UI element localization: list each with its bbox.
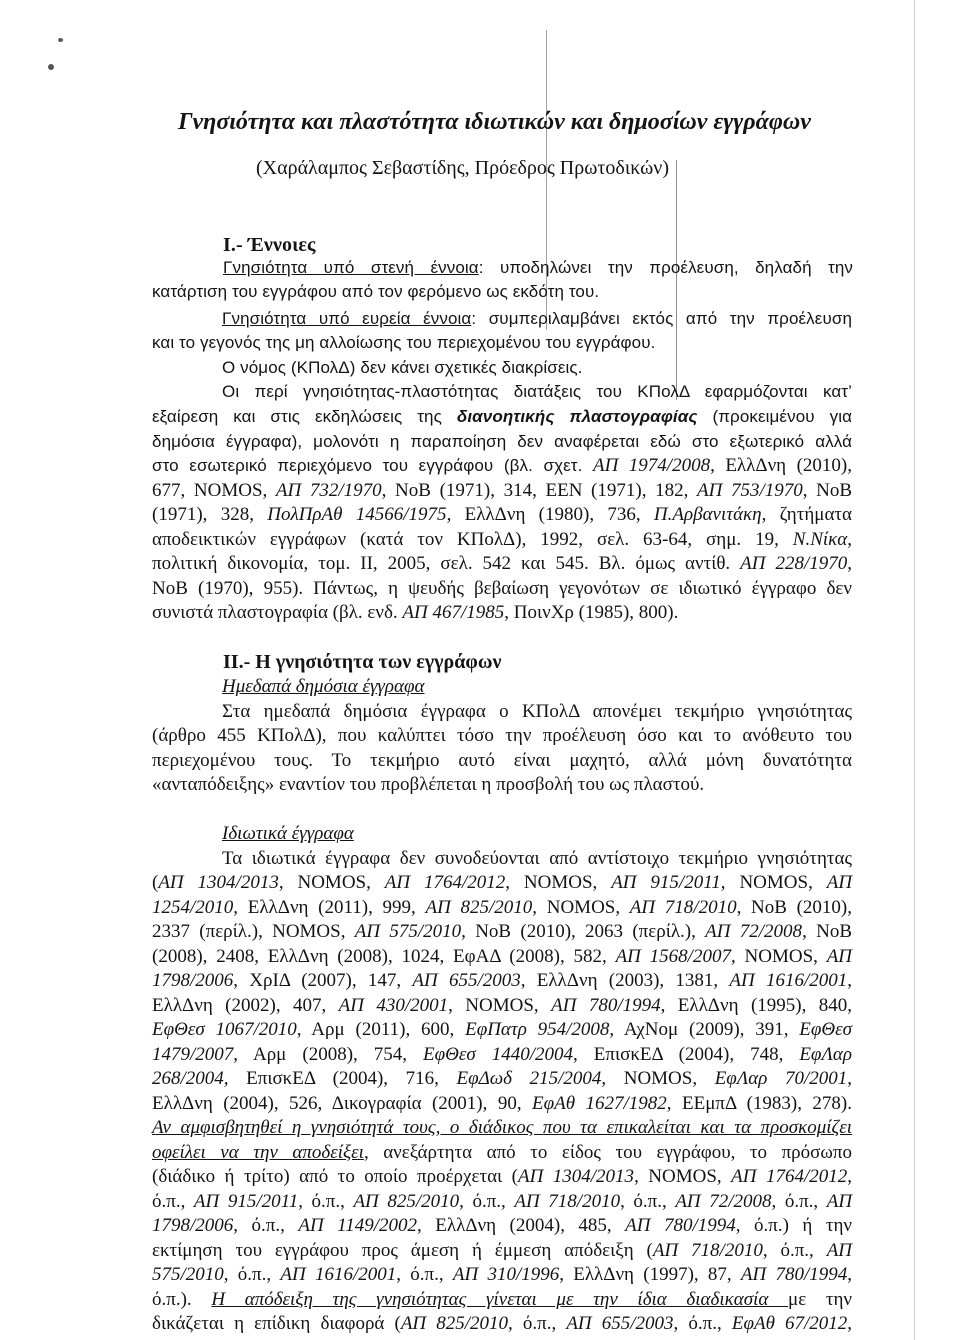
paragraph-line <box>152 1043 852 1067</box>
text-span: , ό.π., <box>620 1191 676 1212</box>
paragraph-line <box>152 1214 852 1238</box>
citation-span: ΑΠ 780/1994 <box>551 995 661 1016</box>
citation-span: ΑΠ 655/2003 <box>566 1313 674 1334</box>
text-span: εξαίρεση και στις εκδηλώσεις της <box>152 407 457 426</box>
citation-span: ΑΠ 228/1970 <box>740 553 848 574</box>
citation-span: 1798/2006 <box>152 1215 234 1236</box>
citation-span: Π.Αρβανιτάκη <box>653 504 762 525</box>
citation-span: ΑΠ 575/2010 <box>354 921 462 942</box>
text-span: , ό.π., <box>459 1191 515 1212</box>
paragraph-line <box>152 1067 852 1091</box>
text-span: 677, NOMOS, <box>152 480 276 501</box>
paragraph-line <box>152 479 852 503</box>
scan-artifact-speck <box>48 64 54 70</box>
text-span: εκτίμηση του εγγράφου προς άμεση ή έμμεση απόδειξη ( <box>152 1240 653 1261</box>
citation-span: ΕφΑθ 67/2012 <box>731 1313 848 1334</box>
text-span: , ΧρΙΔ (2007), 147, <box>233 970 413 991</box>
text-span: , <box>847 1264 853 1285</box>
text-span: , NOMOS, <box>448 995 552 1016</box>
paragraph-line: κατάρτιση του εγγράφου από τον φερόμενο ως εκδότη του. <box>152 282 600 301</box>
text-span: , ΝοΒ <box>802 480 853 501</box>
paragraph-line <box>152 528 852 552</box>
text-span: , ΕλλΔνη (1997), 87, <box>559 1264 741 1285</box>
paragraph-line <box>152 945 852 969</box>
text-span: , ΕΕμπΔ (1983), 278). <box>666 1093 852 1114</box>
citation-span: ΑΠ 1616/2001 <box>729 970 848 991</box>
paragraph-line <box>152 1092 852 1116</box>
term-narrow: Γνησιότητα υπό στενή έννοια <box>223 258 479 277</box>
citation-span: ΑΠ 72/2008 <box>675 1191 772 1212</box>
text-span: , ΕλλΔνη (1995), 840, <box>660 995 852 1016</box>
text-span: , ΠοινΧρ (1985), 800). <box>504 602 679 623</box>
text-span: με την <box>788 1289 853 1310</box>
text-span: (διάδικο ή τρίτο) από το οποίο προέρχεται ( <box>152 1166 518 1187</box>
paragraph-line <box>152 1116 852 1140</box>
citation-span: ΕφΛαρ <box>799 1044 853 1065</box>
citation-span: ΑΠ 310/1996 <box>452 1264 560 1285</box>
section-heading: Ι.- Έννοιες <box>223 234 316 256</box>
paragraph-line <box>152 503 852 527</box>
text-span: δικάζεται η επίδικη διαφορά ( <box>152 1313 401 1334</box>
paragraph-line: και το γεγονός της μη αλλοίωσης του περιεχομένου του εγγράφου. <box>152 333 656 352</box>
citation-span: ΑΠ 915/2011 <box>611 872 721 893</box>
paragraph-line: Ο νόμος (ΚΠολΔ) δεν κάνει σχετικές διακρίσεις. <box>222 358 583 377</box>
text-span: , NOMOS, <box>532 897 630 918</box>
paragraph-line <box>152 994 852 1018</box>
citation-span: ΑΠ 1616/2001 <box>280 1264 397 1285</box>
citation-span: ΕφΘεσ 1067/2010 <box>152 1019 297 1040</box>
paragraph-line <box>152 1263 852 1287</box>
citation-span: ΑΠ 753/1970 <box>696 480 803 501</box>
text-span: ΕλλΔνη (2004), 526, Δικογραφία (2001), 90, <box>152 1093 533 1114</box>
emphasis-span: Η απόδειξη της γνησιότητας γίνεται με την ίδια διαδικασία <box>211 1289 789 1310</box>
text-span: , NOMOS, <box>720 872 827 893</box>
text-span: (2008), 2408, ΕλλΔνη (2008), 1024, ΕφΑΔ (2008), 582, <box>152 946 616 967</box>
text-span: , ΕπισκΕΔ (2004), 716, <box>223 1068 457 1089</box>
citation-span: ΑΠ 732/1970 <box>275 480 382 501</box>
citation-span: ΑΠ 1304/2013 <box>158 872 279 893</box>
paragraph-line <box>152 969 852 993</box>
paragraph-line <box>222 307 852 331</box>
citation-span: 1479/2007 <box>152 1044 234 1065</box>
text-span: , ό.π., <box>673 1313 732 1334</box>
citation-span: Ν.Νίκα <box>792 529 848 550</box>
text-span: ό.π., <box>152 1191 194 1212</box>
text-span: , NOMOS, <box>730 946 827 967</box>
citation-span: ΑΠ 72/2008 <box>705 921 803 942</box>
text-span: , ΝοΒ <box>802 921 852 942</box>
text-span: , <box>847 970 853 991</box>
paragraph-line: (άρθρο 455 ΚΠολΔ), που καλύπτει τόσο την προέλευση όσο και το ανόθευτο του <box>152 725 852 746</box>
text-span: , ΑχΝομ (2009), 391, <box>609 1019 800 1040</box>
text-span: , ΕλλΔνη (2003), 1381, <box>520 970 730 991</box>
citation-span: ΑΠ <box>826 946 853 967</box>
citation-span: ΑΠ 1764/2012 <box>731 1166 848 1187</box>
text-span: , Αρμ (2008), 754, <box>233 1044 424 1065</box>
citation-span: ΕφΘεσ <box>799 1019 852 1040</box>
text-span: ΕλλΔνη (2002), 407, <box>152 995 339 1016</box>
citation-span: ΕφΛαρ 70/2001 <box>714 1068 848 1089</box>
text-span: (προκειμένου για <box>697 407 853 426</box>
text-span: , ό.π., <box>396 1264 453 1285</box>
paragraph-line <box>152 552 852 576</box>
paragraph-line <box>152 1141 852 1165</box>
emphasis-span: οφείλει να την αποδείξει <box>152 1142 364 1163</box>
text-span: , ό.π., <box>508 1313 567 1334</box>
citation-span: ΑΠ 655/2003 <box>412 970 521 991</box>
paragraph-line: Τα ιδιωτικά έγγραφα δεν συνοδεύονται από αντίστοιχο τεκμήριο γνησιότητας <box>222 848 852 869</box>
citation-span: 1254/2010 <box>152 897 234 918</box>
citation-span: ΑΠ 1568/2007 <box>615 946 731 967</box>
citation-span: ΑΠ 780/1994 <box>625 1215 736 1236</box>
paragraph-line <box>152 1018 852 1042</box>
paragraph-line <box>152 454 852 478</box>
citation-span: ΕφΠατρ 954/2008 <box>465 1019 610 1040</box>
text-span: συνιστά πλαστογραφία (βλ. ενδ. <box>152 602 403 623</box>
citation-span: ΑΠ 467/1985 <box>402 602 505 623</box>
paragraph-line: ΝοΒ (1970), 955). Πάντως, η ψευδής βεβαίωση γεγονότων σε ιδιωτικό έγγραφο δεν <box>152 578 852 599</box>
emphasis-span: Αν αμφισβητηθεί η γνησιότητά τους, ο διάδικος που τα επικαλείται και τα προσκομίζει <box>152 1117 852 1138</box>
citation-span: 575/2010 <box>152 1264 224 1285</box>
paragraph-line <box>223 256 853 280</box>
text-span: : υποδηλώνει την προέλευση, δηλαδή την <box>478 258 853 277</box>
citation-span: ΑΠ 825/2010 <box>353 1191 460 1212</box>
text-span: , ΝοΒ (2010), 2063 (περίλ.), <box>461 921 706 942</box>
citation-span: 1798/2006 <box>152 970 234 991</box>
text-span: , ζητήματα <box>761 504 852 525</box>
paragraph-line <box>152 1312 852 1336</box>
emphasis-span: διανοητικής πλαστογραφίας <box>456 407 698 426</box>
text-span: , NOMOS, <box>634 1166 732 1187</box>
text-span: , Αρμ (2011), 600, <box>296 1019 466 1040</box>
text-span: , <box>847 1313 853 1334</box>
citation-span: ΑΠ <box>826 1240 853 1261</box>
paragraph-line: «ανταπόδειξης» εναντίον του προβλέπεται η προσβολή του ως πλαστού. <box>152 774 705 795</box>
text-span: , ΕλλΔνη (1980), 736, <box>446 504 654 525</box>
text-span: , NOMOS, <box>505 872 612 893</box>
author-line: (Χαράλαμπος Σεβαστίδης, Πρόεδρος Πρωτοδικών) <box>256 157 669 179</box>
paragraph-line <box>152 920 852 944</box>
text-span: , ό.π., <box>233 1215 299 1236</box>
text-span: , ό.π., <box>771 1191 827 1212</box>
term-broad: Γνησιότητα υπό ευρεία έννοια <box>222 309 472 328</box>
citation-span: ΑΠ 915/2011 <box>193 1191 299 1212</box>
scan-artifact-speck <box>58 38 63 42</box>
citation-span: ΑΠ 718/2010 <box>514 1191 621 1212</box>
citation-span: ΑΠ 718/2010 <box>652 1240 763 1261</box>
citation-span: 268/2004 <box>152 1068 224 1089</box>
text-span: ό.π.). <box>152 1289 212 1310</box>
citation-span: ΑΠ 1764/2012 <box>384 872 506 893</box>
citation-span: ΑΠ 1974/2008 <box>592 455 711 476</box>
text-span: , ανεξάρτητα από το είδος του εγγράφου, το πρόσωπο <box>363 1142 853 1163</box>
scan-artifact-line <box>676 160 677 400</box>
paragraph-line <box>152 405 852 429</box>
paragraph-line <box>152 1190 852 1214</box>
text-span: ( <box>152 872 159 893</box>
text-span: , ΕλλΔνη (2011), 999, <box>233 897 426 918</box>
paragraph-line <box>152 1165 852 1189</box>
citation-span: ΑΠ 825/2010 <box>425 897 533 918</box>
text-span: , ό.π., <box>762 1240 827 1261</box>
citation-span: ΕφΔωδ 215/2004 <box>456 1068 602 1089</box>
paragraph-line <box>152 1288 852 1312</box>
citation-span: ΑΠ 825/2010 <box>400 1313 509 1334</box>
citation-span: ΠολΠρΑθ 14566/1975 <box>267 504 447 525</box>
citation-span: ΑΠ 1304/2013 <box>517 1166 635 1187</box>
text-span: , ΕλλΔνη (2004), 485, <box>417 1215 626 1236</box>
text-span: , ό.π., <box>298 1191 354 1212</box>
paragraph-line <box>152 896 852 920</box>
text-span: , <box>847 529 852 550</box>
paragraph-line: περιεχομένου τους. Το τεκμήριο αυτό είναι μαχητό, αλλά μόνη δυνατότητα <box>152 750 852 771</box>
text-span: , ΝοΒ (1971), 314, ΕΕΝ (1971), 182, <box>381 480 697 501</box>
text-span: , NOMOS, <box>278 872 385 893</box>
subheading: Ιδιωτικά έγγραφα <box>222 823 354 844</box>
text-span: , ΝοΒ (2010), <box>736 897 853 918</box>
text-span: (1971), 328, <box>152 504 268 525</box>
citation-span: ΑΠ 430/2001 <box>338 995 449 1016</box>
text-span: πολιτική δικονομία, τομ. ΙΙ, 2005, σελ. 542 και 545. Βλ. όμως αντίθ. <box>152 553 741 574</box>
paragraph-line <box>152 871 852 895</box>
paragraph-line: δημόσια έγγραφα), μολονότι η παραποίηση δεν αναφέρεται εδώ στο εξωτερικό αλλά <box>152 432 852 451</box>
text-span: , ό.π.) ή την <box>735 1215 852 1236</box>
document-title: Γνησιότητα και πλαστότητα ιδιωτικών και δημοσίων εγγράφων <box>178 109 811 135</box>
text-span: , ΕλλΔνη (2010), <box>710 455 852 476</box>
subheading: Ημεδαπά δημόσια έγγραφα <box>222 676 425 697</box>
text-span: , ό.π., <box>223 1264 281 1285</box>
citation-span: ΑΠ 1149/2002 <box>298 1215 418 1236</box>
paragraph-line <box>152 601 678 625</box>
section-heading: ΙΙ.- Η γνησιότητα των εγγράφων <box>223 651 502 673</box>
citation-span: ΑΠ <box>826 872 853 893</box>
text-span: αποδεικτικών εγγράφων (κατά τον ΚΠολΔ), 1992, σελ. 63-64, σημ. 19, <box>152 529 793 550</box>
citation-span: ΑΠ 780/1994 <box>740 1264 848 1285</box>
text-span: στο εσωτερικό περιεχόμενο του εγγράφου (βλ. σχετ. <box>152 456 593 475</box>
paragraph-line: Στα ημεδαπά δημόσια έγγραφα ο ΚΠολΔ απονέμει τεκμήριο γνησιότητας <box>222 701 852 722</box>
text-span: : συμπεριλαμβάνει εκτός από την προέλευση <box>471 309 852 328</box>
text-span: , <box>847 553 852 574</box>
citation-span: ΑΠ <box>826 1191 853 1212</box>
text-span: , <box>847 1068 853 1089</box>
scan-artifact-line <box>914 0 915 1340</box>
text-span: , <box>847 1166 853 1187</box>
citation-span: ΕφΑθ 1627/1982 <box>532 1093 667 1114</box>
paragraph-line <box>152 1239 852 1263</box>
text-span: , NOMOS, <box>601 1068 715 1089</box>
text-span: , ΕπισκΕΔ (2004), 748, <box>573 1044 800 1065</box>
citation-span: ΑΠ 718/2010 <box>629 897 737 918</box>
citation-span: ΕφΘεσ 1440/2004 <box>423 1044 574 1065</box>
text-span: 2337 (περίλ.), NOMOS, <box>152 921 355 942</box>
paragraph-line: Οι περί γνησιότητας-πλαστότητας διατάξεις του ΚΠολΔ εφαρμόζονται κατ’ <box>222 382 852 401</box>
